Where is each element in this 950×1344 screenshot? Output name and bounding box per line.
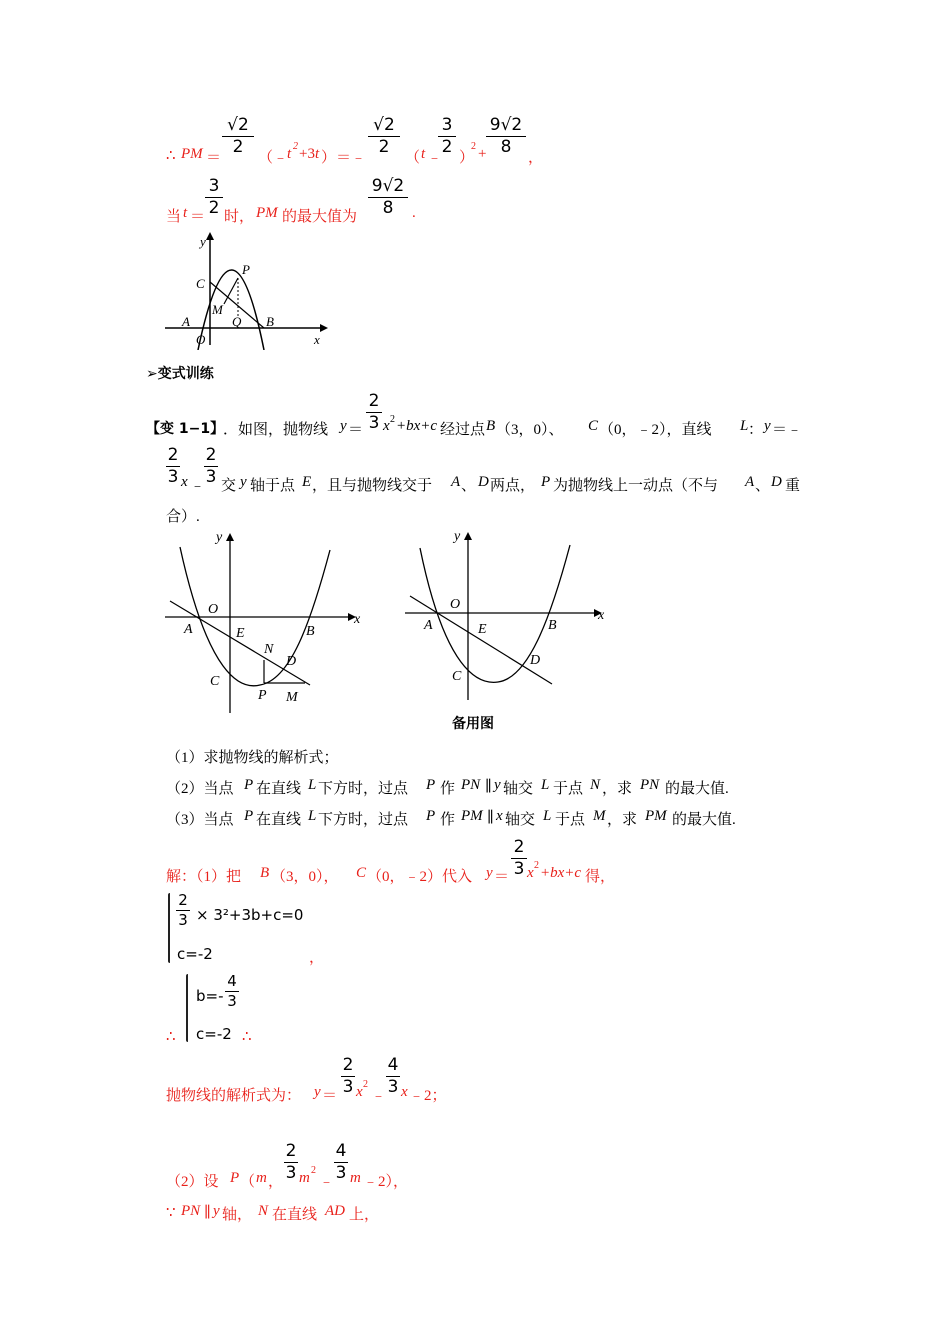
q-text: 在直线 [256, 812, 302, 828]
fraction-numerator: √2 [227, 115, 249, 135]
superscript-2: 2 [471, 141, 476, 152]
fraction-denominator: 3 [227, 992, 237, 1010]
label-a: A [424, 618, 433, 633]
label-o: O [196, 332, 206, 347]
q-var: P [426, 777, 436, 793]
problem-intro: ．如图，抛物线 [223, 422, 329, 438]
b-coordinates: （3，0）、 [496, 422, 564, 438]
when-text: 当 [166, 209, 182, 225]
var-y: y [340, 418, 347, 434]
label-b: B [306, 624, 315, 639]
comma: ， [309, 950, 325, 966]
fraction-numerator: 2 [205, 445, 217, 465]
fraction-numerator: 2 [342, 1055, 354, 1075]
equals: ＝ [348, 422, 364, 438]
separator: 、 [461, 478, 477, 494]
therefore-symbol: ∴ [166, 1029, 176, 1045]
bx-plus-c: +bx+c [396, 418, 438, 434]
y-axis-arrow-icon [464, 532, 472, 540]
q-text: （2）当点 [166, 781, 234, 797]
point-p: P [230, 1170, 240, 1186]
fraction-numerator: √2 [373, 115, 395, 135]
fraction-denominator: 3 [368, 413, 380, 433]
point-p: P [541, 474, 551, 490]
pn-label: PN [181, 1203, 201, 1219]
label-p: P [258, 688, 267, 703]
var-y: y [764, 418, 771, 434]
q-var: y [494, 777, 501, 793]
axis-text: 轴， [222, 1207, 253, 1223]
paren-close: ） [459, 150, 475, 166]
point-c: C [588, 418, 599, 434]
then-text: 时， [224, 209, 255, 225]
fraction-denominator: 3 [342, 1077, 354, 1097]
label-d: D [530, 653, 541, 668]
paren-open: （ [240, 1174, 256, 1190]
through-text: 经过点 [440, 422, 486, 438]
line-l: L [740, 418, 749, 434]
var-t: t [421, 146, 426, 162]
brace-system-2 [186, 974, 188, 1042]
fraction-denominator: 3 [335, 1163, 347, 1183]
problem-tag: 【变 1−1】 [146, 421, 225, 437]
point-b: B [260, 865, 270, 881]
fraction-9sqrt2-over-8 [486, 116, 526, 157]
q-text: 的最大值. [672, 812, 736, 828]
fraction-denominator: 3 [178, 911, 188, 929]
period: . [412, 205, 416, 221]
q-text: 轴交 [503, 781, 534, 797]
fraction-denominator: 3 [205, 467, 217, 487]
minus: ﹣ [371, 1088, 387, 1104]
fraction-denominator: 8 [500, 137, 512, 157]
figure-3-backup-graph [400, 520, 620, 735]
colon: ： [748, 422, 764, 438]
therefore-symbol: ∴ [166, 148, 176, 164]
label-y: y [200, 234, 206, 249]
fraction-numerator: 4 [335, 1141, 347, 1161]
var-m: m [299, 1170, 310, 1186]
axis-point-text: 轴于点 [250, 478, 296, 494]
section-title: ➢变式训练 [146, 366, 214, 382]
fraction-2-over-3 [204, 446, 218, 487]
part2-intro: （2）设 [166, 1174, 219, 1190]
label-b: B [266, 314, 274, 329]
intersect-text: 交 [221, 478, 237, 494]
var-m: m [256, 1170, 267, 1186]
fraction-2-over-3 [166, 446, 180, 487]
fraction-3-over-2 [205, 177, 223, 218]
q-text: 于点 [553, 781, 584, 797]
b-coordinates: （3，0）， [271, 869, 339, 885]
system2-b: b=- [196, 987, 224, 1005]
label-e: E [236, 626, 245, 641]
c-coordinates: （0，﹣2），直线 [599, 422, 712, 438]
result-tail: ﹣2； [409, 1088, 447, 1104]
on-text: 上， [349, 1207, 380, 1223]
figure-1-parabola [160, 230, 330, 350]
superscript-2: 2 [293, 141, 298, 152]
point-c: C [356, 865, 367, 881]
fraction-numerator: 9√2 [371, 176, 405, 196]
two-points-text: 两点， [490, 478, 536, 494]
figure-2-parabola [160, 525, 375, 720]
q-text: 下方时，过点 [318, 812, 409, 828]
q-text: 作 [440, 781, 456, 797]
fraction-numerator: 2 [368, 391, 380, 411]
line-ad: AD [325, 1203, 345, 1219]
label-m: M [286, 690, 298, 705]
minus: ﹣ [190, 478, 206, 494]
separator: 、 [755, 478, 771, 494]
superscript-2: 2 [390, 414, 395, 425]
point-e: E [302, 474, 312, 490]
therefore-symbol: ∴ [242, 1029, 252, 1045]
var-y: y [314, 1084, 321, 1100]
fraction-2-over-3 [284, 1142, 298, 1183]
equals: ＝ [206, 150, 222, 166]
label-c: C [210, 674, 220, 689]
label-c: C [196, 276, 205, 291]
minus: ﹣ [319, 1174, 335, 1190]
equals: ＝ [494, 869, 510, 885]
fraction-3-over-2 [438, 116, 456, 157]
var-t: t [287, 146, 292, 162]
fraction-4-over-3 [225, 973, 239, 1010]
fraction-denominator: 2 [441, 137, 453, 157]
q-var: x [496, 808, 503, 824]
paren-open: （ [405, 150, 421, 166]
q-var: P [244, 808, 254, 824]
q-var: PN [640, 777, 660, 793]
q-var: PN [461, 777, 481, 793]
parabola-curve [198, 270, 264, 350]
label-y: y [454, 529, 461, 544]
q-var: M [593, 808, 606, 824]
label-p: P [242, 262, 250, 277]
result-label: 抛物线的解析式为： [166, 1088, 302, 1104]
on-line-text: 在直线 [272, 1207, 318, 1223]
fraction-denominator: 3 [513, 859, 525, 879]
label-a: A [184, 622, 193, 637]
pm-label: PM [181, 146, 203, 162]
part2-tail: ﹣2）， [363, 1174, 409, 1190]
y-axis-arrow-icon [206, 232, 214, 240]
line-l [170, 601, 310, 685]
q-var: P [244, 777, 254, 793]
c-coordinates: （0，﹣2）代入 [367, 869, 473, 885]
label-n: N [264, 642, 274, 657]
pm-label: PM [256, 205, 278, 221]
point-n: N [258, 1203, 269, 1219]
fraction-denominator: 3 [387, 1077, 399, 1097]
fraction-denominator: 3 [167, 467, 179, 487]
solution-intro: 解：（1）把 [166, 869, 242, 885]
brace-system-1 [168, 893, 170, 963]
fraction-numerator: 3 [208, 176, 220, 196]
fraction-numerator: 3 [441, 115, 453, 135]
point-a: A [451, 474, 461, 490]
plus-3: +3 [299, 146, 315, 162]
equals: ＝ [322, 1088, 338, 1104]
label-c: C [452, 669, 462, 684]
superscript-2: 2 [363, 1079, 368, 1090]
figure-caption: 备用图 [452, 716, 494, 732]
var-m: m [350, 1170, 361, 1186]
moving-point-text: 为抛物线上一动点（不与 [553, 478, 719, 494]
q-var: L [308, 777, 317, 793]
fraction-numerator: 2 [167, 445, 179, 465]
superscript-2: 2 [311, 1165, 316, 1176]
q-var: PM [645, 808, 667, 824]
var-t: t [183, 205, 188, 221]
var-x: x [383, 418, 390, 434]
fraction-numerator: 2 [285, 1141, 297, 1161]
paren-close-equals-minus: ）＝﹣ [321, 150, 367, 166]
label-x: x [598, 608, 605, 623]
fraction-numerator: 2 [178, 891, 188, 909]
y-axis-arrow-icon [226, 533, 234, 541]
label-e: E [478, 622, 487, 637]
var-y: y [486, 865, 493, 881]
minus: ﹣ [427, 150, 443, 166]
line-l [410, 596, 552, 684]
point-d: D [771, 474, 782, 490]
intersect-parabola-text: ，且与抛物线交于 [312, 478, 433, 494]
q-text: 轴交 [505, 812, 536, 828]
fraction-2-over-3 [511, 838, 527, 879]
label-y: y [216, 530, 223, 545]
parabola-curve [420, 545, 570, 682]
label-o: O [450, 597, 461, 612]
point-d: D [478, 474, 489, 490]
label-q: Q [232, 314, 242, 329]
q-var: L [541, 777, 550, 793]
fraction-sqrt2-over-2 [368, 116, 400, 157]
label-d: D [286, 654, 297, 669]
var-x: x [401, 1084, 408, 1100]
q-text: ∥ [485, 779, 492, 795]
system1-eq1: × 3²+3b+c=0 [196, 906, 304, 924]
label-b: B [548, 618, 557, 633]
fraction-numerator: 2 [513, 837, 525, 857]
system2-c: c=-2 [196, 1025, 232, 1043]
fraction-denominator: 2 [232, 137, 244, 157]
fraction-2-over-3 [366, 392, 382, 433]
fraction-denominator: 2 [208, 198, 220, 218]
question-1: （1）求抛物线的解析式； [166, 750, 339, 766]
max-text: 的最大值为 [282, 209, 358, 225]
q-text: 于点 [555, 812, 586, 828]
q-var: L [308, 808, 317, 824]
point-a: A [745, 474, 755, 490]
fraction-sqrt2-over-2 [222, 116, 254, 157]
equals-minus: ＝﹣ [772, 422, 803, 438]
q-text: 作 [440, 812, 456, 828]
parallel-symbol: ∥ [204, 1205, 211, 1221]
q-var: PM [461, 808, 483, 824]
q-text: （3）当点 [166, 812, 234, 828]
fraction-denominator: 8 [382, 198, 394, 218]
plus: + [478, 146, 487, 162]
system1-eq2: c=-2 [177, 945, 213, 963]
paren-open-minus: （﹣ [258, 150, 289, 166]
q-text: ，求 [602, 781, 633, 797]
var-y: y [240, 474, 247, 490]
label-m: M [212, 302, 223, 317]
label-o: O [208, 602, 219, 617]
q-var: P [426, 808, 436, 824]
fraction-numerator: 4 [227, 972, 237, 990]
var-x: x [527, 865, 534, 881]
equals: ＝ [190, 209, 206, 225]
q-text: ，求 [607, 812, 638, 828]
q-text: 下方时，过点 [318, 781, 409, 797]
label-x: x [314, 332, 320, 347]
superscript-2: 2 [534, 860, 539, 871]
fraction-denominator: 2 [378, 137, 390, 157]
var-x: x [356, 1084, 363, 1100]
fraction-2-over-3 [176, 892, 190, 929]
q-var: L [543, 808, 552, 824]
comma: ， [528, 150, 544, 166]
var-x: x [181, 474, 188, 490]
get-text: 得， [585, 869, 616, 885]
point-b: B [486, 418, 496, 434]
q-var: N [590, 777, 601, 793]
var-t: t [315, 146, 320, 162]
fraction-numerator: 9√2 [489, 115, 523, 135]
because-symbol: ∵ [166, 1205, 176, 1221]
fraction-4-over-3 [334, 1142, 348, 1183]
fraction-denominator: 3 [285, 1163, 297, 1183]
q-text: 在直线 [256, 781, 302, 797]
overlap-text: 重 [785, 478, 801, 494]
label-a: A [182, 314, 190, 329]
bx-plus-c: +bx+c [540, 865, 582, 881]
comma: ， [268, 1174, 284, 1190]
fraction-numerator: 4 [387, 1055, 399, 1075]
label-x: x [354, 612, 361, 627]
fraction-2-over-3 [341, 1056, 355, 1097]
q-text: ∥ [487, 810, 494, 826]
fraction-4-over-3 [386, 1056, 400, 1097]
var-y: y [213, 1203, 220, 1219]
x-axis-arrow-icon [320, 324, 328, 332]
problem-line3: 合）. [166, 509, 200, 525]
q-text: 的最大值. [665, 781, 729, 797]
fraction-9sqrt2-over-8 [368, 177, 408, 218]
